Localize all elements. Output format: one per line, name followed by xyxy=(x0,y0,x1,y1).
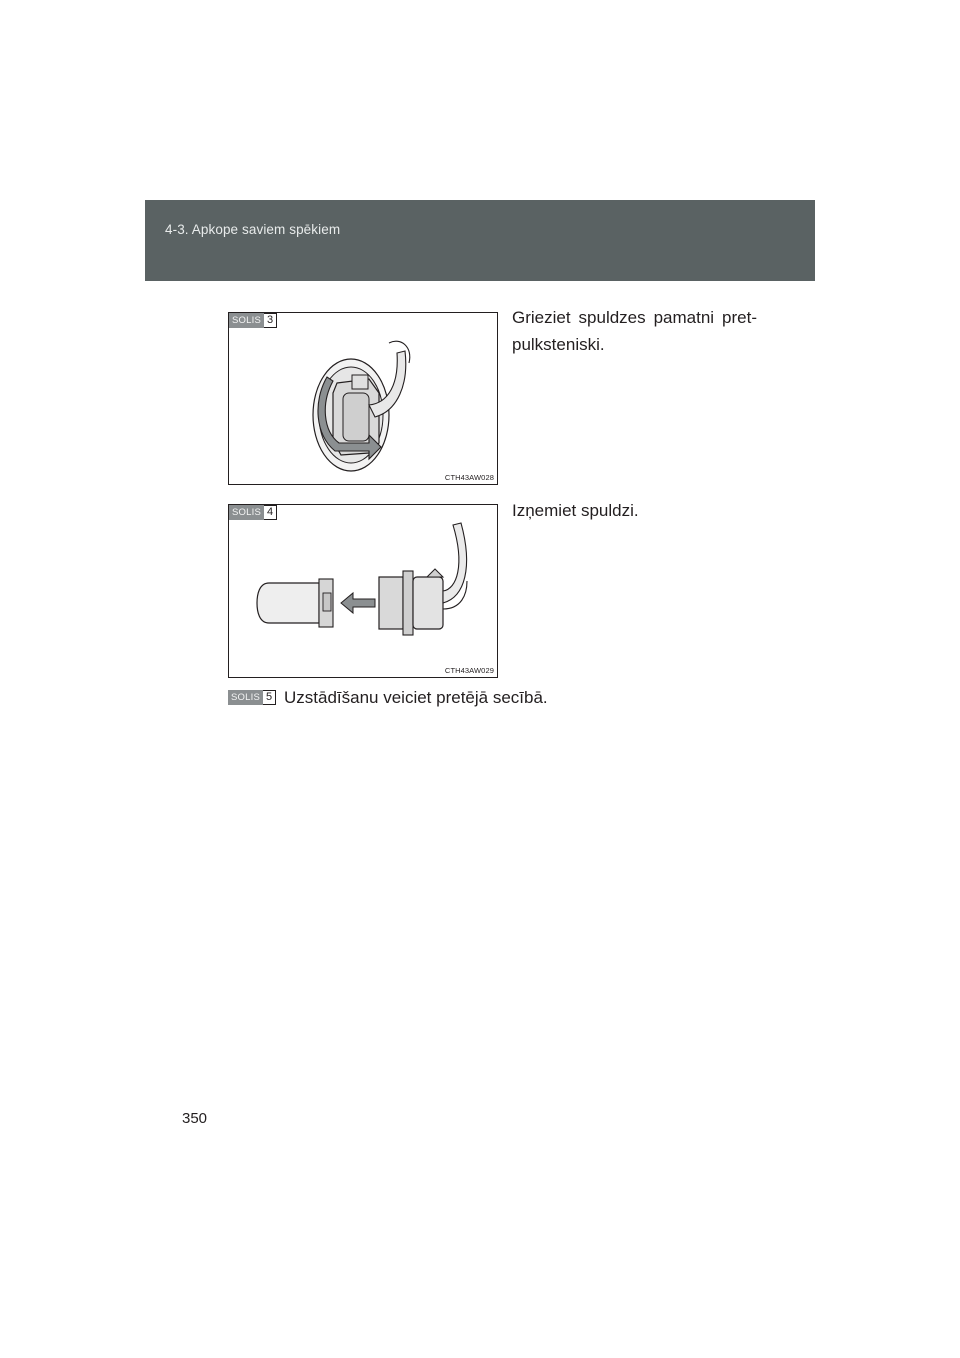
step-number: 3 xyxy=(264,313,277,328)
section-title: 4-3. Apkope saviem spēkiem xyxy=(165,222,341,237)
step-word: SOLIS xyxy=(229,505,264,520)
figure-code: CTH43AW028 xyxy=(444,473,494,482)
step-4-figure xyxy=(228,504,498,678)
step-number: 4 xyxy=(264,505,277,520)
step-4-instruction: Izņemiet spuldzi. xyxy=(512,501,639,520)
instruction-line: Grieziet spuldzes pamatni pret- xyxy=(512,308,757,327)
bulb-removal-illustration xyxy=(229,505,499,679)
instruction-line: pulksteniski. xyxy=(512,335,605,354)
bulb-socket-rotate-illustration xyxy=(229,313,499,486)
page-number: 350 xyxy=(182,1110,208,1127)
section-header xyxy=(145,200,815,281)
step-5-instruction: Uzstādīšanu veiciet pretējā secībā. xyxy=(284,688,548,707)
step-word: SOLIS xyxy=(229,313,264,328)
step-3-instruction xyxy=(512,304,757,358)
step-3-figure xyxy=(228,312,498,485)
step-number: 5 xyxy=(263,690,276,705)
step-word: SOLIS xyxy=(228,690,263,705)
figure-code: CTH43AW029 xyxy=(444,666,494,675)
step-5-badge xyxy=(228,690,276,705)
